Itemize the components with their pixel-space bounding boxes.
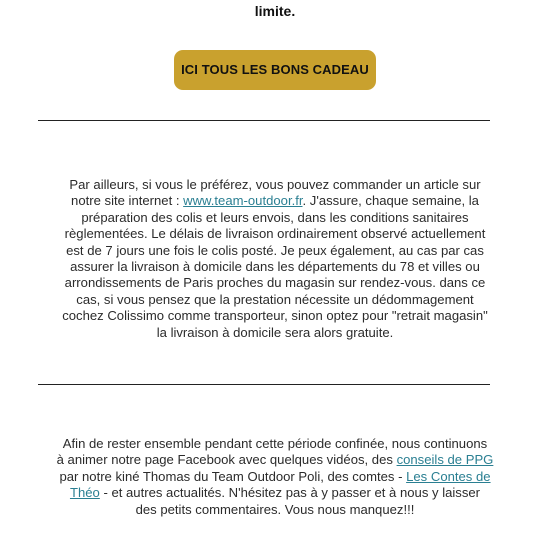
paragraph-line: la livraison à domicile sera alors gratuite. (156, 324, 394, 340)
cta-container (0, 50, 550, 90)
paragraph-line: arrondissements de Paris proches du magasin sur rendez-vous. dans ce (64, 275, 486, 291)
divider-top (38, 120, 490, 121)
online-order-paragraph (50, 177, 500, 341)
paragraph-line: des petits commentaires. Vous nous manquez!!! (135, 501, 415, 517)
paragraph-text: notre site internet : (71, 193, 184, 209)
previous-section-tail-text: limite. (254, 3, 296, 19)
website-link[interactable]: www.team-outdoor.fr (183, 193, 303, 209)
paragraph-line (50, 485, 500, 501)
paragraph-line: assurer la livraison à domicile dans les départements du 78 et villes ou (70, 259, 480, 275)
paragraph-text: à animer notre page Facebook avec quelques vidéos, des (56, 452, 397, 468)
paragraph-line: cochez Colissimo comme transporteur, sinon optez pour "retrait magasin" (62, 308, 488, 324)
paragraph-text: par notre kiné Thomas du Team Outdoor Poli, des comtes - (59, 468, 407, 484)
gift-vouchers-button[interactable]: ICI TOUS LES BONS CADEAU (174, 50, 376, 90)
paragraph-line (50, 452, 500, 468)
theo-tales-link-continued[interactable]: Théo (69, 485, 100, 501)
paragraph-line (50, 193, 500, 209)
paragraph-line (50, 469, 500, 485)
paragraph-text: - et autres actualités. N'hésitez pas à y passer et à nous y laisser (99, 485, 481, 501)
paragraph-line: Afin de rester ensemble pendant cette période confinée, nous continuons (62, 436, 488, 451)
paragraph-line: est de 7 jours une fois le colis posté. Je peux également, au cas par cas (66, 242, 484, 258)
paragraph-line: cas, si vous pensez que la prestation nécessite un dédommagement (76, 291, 474, 307)
ppg-advice-link[interactable]: conseils de PPG (396, 452, 494, 468)
paragraph-line: préparation des colis et leurs envois, dans les conditions sanitaires (81, 209, 469, 225)
divider-middle (38, 384, 490, 385)
paragraph-line: Par ailleurs, si vous le préférez, vous pouvez commander un article sur (69, 177, 481, 192)
paragraph-line: règlementées. Le délais de livraison ordinairement observé actuellement (64, 226, 486, 242)
facebook-paragraph (50, 436, 500, 518)
paragraph-text: . J'assure, chaque semaine, la (302, 193, 479, 209)
theo-tales-link[interactable]: Les Contes de (406, 468, 491, 484)
